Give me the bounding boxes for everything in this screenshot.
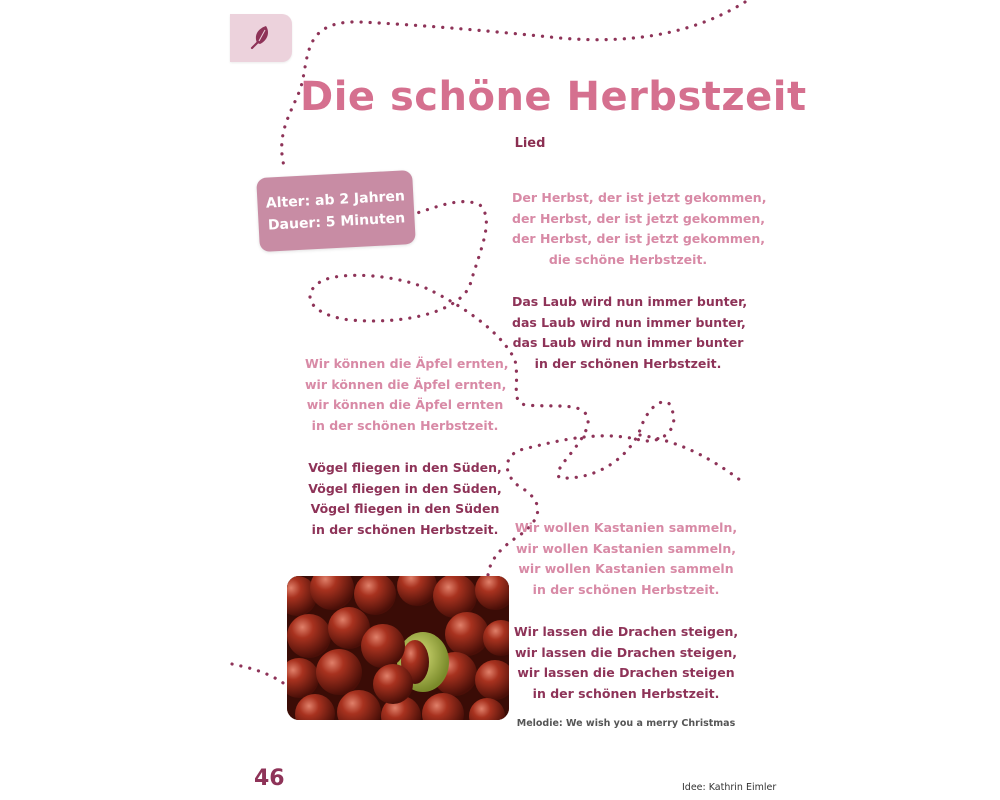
stanza-3 xyxy=(305,354,509,436)
stanza-line: in der schönen Herbstzeit. xyxy=(532,685,720,701)
stanza-line: wir wollen Kastanien sammeln xyxy=(518,561,734,576)
stanza-line: Das Laub wird nun immer bunter, xyxy=(512,294,748,309)
stanza-line: wir lassen die Drachen steigen, xyxy=(514,644,737,660)
stanza-line: in der schönen Herbstzeit. xyxy=(532,581,720,597)
stanza-5 xyxy=(512,518,740,600)
age-label: Alter: ab 2 Jahren xyxy=(265,188,406,212)
stanza-line: Wir wollen Kastanien sammeln, xyxy=(514,520,738,535)
author-credit: Idee: Kathrin Eimler xyxy=(682,782,777,793)
stanza-1 xyxy=(512,188,767,270)
leaf-icon xyxy=(248,24,274,52)
duration-label: Dauer: 5 Minuten xyxy=(267,210,406,234)
stanza-line: Wir können die Äpfel ernten, xyxy=(305,356,509,371)
stanza-line: in der schönen Herbstzeit. xyxy=(311,417,499,433)
page-subtitle: Lied xyxy=(514,136,546,151)
stanza-4 xyxy=(305,458,505,540)
melody-note: Melodie: We wish you a merry Christmas xyxy=(516,718,736,729)
stanza-line: in der schönen Herbstzeit. xyxy=(534,355,722,371)
stanza-line: die schöne Herbstzeit. xyxy=(548,251,708,267)
stanza-line: wir wollen Kastanien sammeln, xyxy=(515,540,736,556)
chestnut-photo xyxy=(287,576,509,720)
stanza-2 xyxy=(512,292,748,374)
category-tab xyxy=(230,14,292,62)
stanza-line: der Herbst, der ist jetzt gekommen, xyxy=(512,210,766,226)
stanza-line: das Laub wird nun immer bunter, xyxy=(512,314,746,330)
stanza-line: in der schönen Herbstzeit. xyxy=(311,521,499,537)
page-title: Die schöne Herbstzeit xyxy=(300,74,807,120)
stanza-line: wir können die Äpfel ernten, xyxy=(305,376,507,392)
stanza-line: der Herbst, der ist jetzt gekommen, xyxy=(512,231,766,246)
stanza-line: Vögel fliegen in den Süden, xyxy=(308,460,502,475)
stanza-line: Wir lassen die Drachen steigen, xyxy=(513,624,739,639)
stanza-line: Der Herbst, der ist jetzt gekommen, xyxy=(512,190,767,205)
stanza-line: das Laub wird nun immer bunter xyxy=(512,335,744,350)
page-number: 46 xyxy=(254,766,285,791)
stanza-line: Vögel fliegen in den Süden, xyxy=(308,480,502,496)
stanza-6 xyxy=(512,622,740,704)
stanza-line: wir lassen die Drachen steigen xyxy=(517,665,735,680)
stanza-line: wir können die Äpfel ernten xyxy=(306,397,504,412)
info-box xyxy=(256,170,416,252)
stanza-line: Vögel fliegen in den Süden xyxy=(310,501,500,516)
